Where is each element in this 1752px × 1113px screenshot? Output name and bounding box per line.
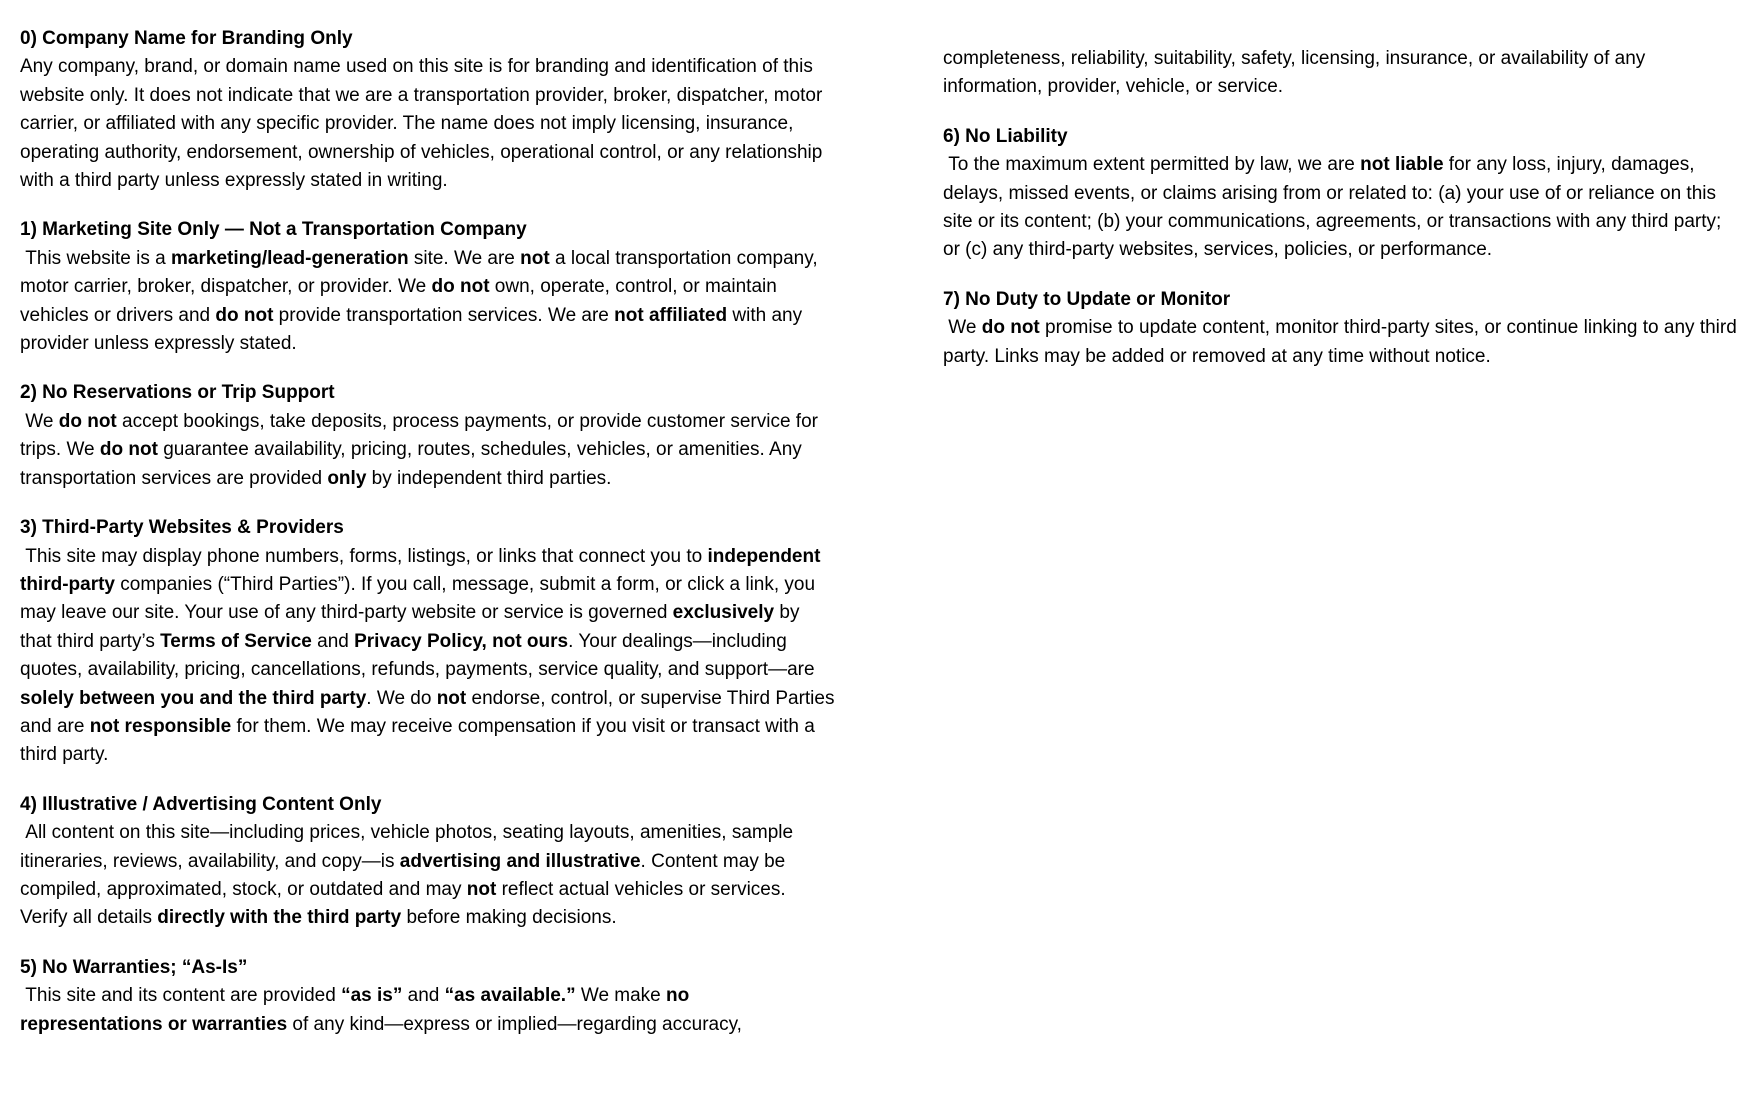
section-text: by that third party’s <box>20 602 805 652</box>
section-bold-text: independent third-party <box>20 545 826 595</box>
section-bold-text: exclusively <box>672 602 775 624</box>
section-text: by independent third parties. <box>366 467 612 489</box>
section-heading: 5) No Warranties; “As-Is” <box>20 956 248 978</box>
section-bold-text: marketing/lead-generation <box>171 247 409 269</box>
section-text: companies (“Third Parties”). If you call, message, submit a form, or click a link, you may leave our site. Your use of any third-party website or service is governed <box>20 573 821 624</box>
section-text: Any company, brand, or domain name used on this site is for branding and identification of this website only. It does not indicate that we are a transportation provider, broker, dispatcher, motor carrier, or affiliated with any specific provider. The name does not imply licensing, insurance, operating authority, endorsement, ownership of vehicles, operational control, or any relationship with a third party unless expressly stated in writing. <box>20 56 828 192</box>
section-bold-text: not <box>466 878 497 900</box>
disclaimer-section <box>943 286 1743 371</box>
section-bold-text: not <box>436 687 467 709</box>
section-bold-text: advertising and illustrative <box>399 850 641 872</box>
section-bold-text: do not <box>431 276 490 298</box>
section-bold-text: Terms of Service <box>160 630 312 652</box>
disclaimer-section <box>943 123 1737 265</box>
section-bold-text: do not <box>981 317 1040 339</box>
left-column <box>20 25 840 1060</box>
section-text: with any provider unless expressly stated. <box>20 304 808 355</box>
section-text: completeness, reliability, suitability, safety, licensing, insurance, or availability of any information, provider, vehicle, or service. <box>943 48 1651 98</box>
section-text: . We do <box>366 687 437 709</box>
section-heading: 1) Marketing Site Only — Not a Transportation Company <box>20 219 527 241</box>
disclaimer-section <box>20 379 835 493</box>
section-bold-text: solely between you and the third party <box>20 687 367 709</box>
section-text: This site and its content are provided <box>20 985 342 1007</box>
section-text: own, operate, control, or maintain vehicles or drivers and <box>20 276 783 326</box>
section-text: . Your dealings—including quotes, availability, pricing, cancellations, refunds, payments, service quality, and support—are <box>20 630 820 681</box>
section-text: provide transportation services. We are <box>273 304 615 326</box>
section-bold-text: not <box>520 247 550 269</box>
section-bold-text: not responsible <box>89 715 232 737</box>
disclaimer-section <box>20 25 835 195</box>
right-column <box>943 25 1743 392</box>
section-text: promise to update content, monitor third-party sites, or continue linking to any third party. Links may be added or removed at any time without notice. <box>943 317 1743 367</box>
section-text: We make <box>575 985 667 1007</box>
section-text: a local transportation company, motor carrier, broker, dispatcher, or provider. We <box>20 247 823 298</box>
section-bold-text: “as available.” <box>444 985 576 1007</box>
section-bold-text: do not <box>99 439 158 461</box>
section-text: This website is a <box>20 247 172 269</box>
section-heading: 6) No Liability <box>943 125 1068 147</box>
section-text: reflect actual vehicles or services. Verify all details <box>20 878 791 929</box>
section-text: site. We are <box>408 247 521 269</box>
section-text: and <box>402 985 445 1007</box>
disclaimer-section <box>20 791 835 933</box>
section-bold-text: not liable <box>1360 154 1444 176</box>
section-text: before making decisions. <box>401 907 617 929</box>
section-heading: 7) No Duty to Update or Monitor <box>943 288 1231 310</box>
section-text: All content on this site—including prices, vehicle photos, seating layouts, amenities, sample itineraries, reviews, availability, and copy—is <box>20 822 799 872</box>
disclaimer-section <box>20 514 840 770</box>
section-text: guarantee availability, pricing, routes, schedules, vehicles, or amenities. Any transportation services are provided <box>20 439 808 489</box>
section-heading: 2) No Reservations or Trip Support <box>20 382 335 404</box>
section-text: for them. We may receive compensation if you visit or transact with a third party. <box>20 715 821 766</box>
section-bold-text: Privacy Policy, not ours <box>354 630 569 652</box>
section-text: This site may display phone numbers, forms, listings, or links that connect you to <box>20 545 708 567</box>
section-heading: 0) Company Name for Branding Only <box>20 28 353 49</box>
section-text: We <box>943 317 982 339</box>
section-bold-text: directly with the third party <box>157 907 402 929</box>
section-bold-text: only <box>327 467 367 489</box>
section-heading: 4) Illustrative / Advertising Content Only <box>20 793 382 815</box>
section-text: To the maximum extent permitted by law, we are <box>943 154 1361 176</box>
section-text: and <box>311 630 355 652</box>
disclaimer-section-continuation <box>943 45 1737 102</box>
section-text: of any kind—express or implied—regarding accuracy, <box>287 1013 742 1035</box>
section-bold-text: do not <box>215 304 274 326</box>
section-bold-text: “as is” <box>341 985 403 1007</box>
disclaimer-section <box>20 954 835 1039</box>
section-heading: 3) Third-Party Websites & Providers <box>20 517 344 539</box>
section-text: endorse, control, or supervise Third Parties and are <box>20 687 840 737</box>
disclaimer-section <box>20 216 835 358</box>
section-bold-text: do not <box>58 410 117 432</box>
section-bold-text: not affiliated <box>614 304 728 326</box>
section-text: We <box>20 410 59 432</box>
section-text: . Content may be compiled, approximated, stock, or outdated and may <box>20 850 791 900</box>
section-text: accept bookings, take deposits, process payments, or provide customer service for trips. We <box>20 410 824 461</box>
section-bold-text: no representations or warranties <box>20 985 695 1035</box>
section-text: for any loss, injury, damages, delays, missed events, or claims arising from or related to: (a) your use of or reliance on this site or its content; (b) your communications, agreements, or transactions with any third party; or (c) any third-party websites, services, policies, or performance. <box>943 154 1727 261</box>
